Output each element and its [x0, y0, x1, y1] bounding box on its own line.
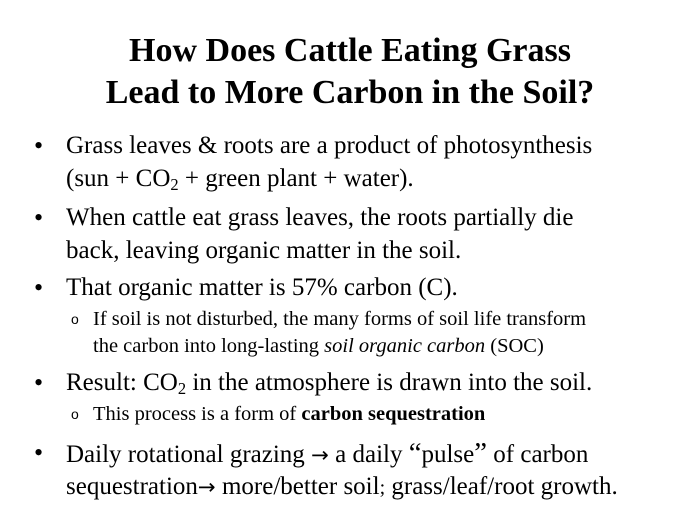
bullet-text-line: ($sun + CO_2$ + green plant + water).: [66, 165, 414, 195]
right-arrow-icon: →: [311, 443, 329, 468]
sub-bullet-glyph: o: [71, 311, 79, 327]
bullet-text-line: back, leaving organic matter in the soil.: [66, 237, 462, 264]
bullet-glyph: •: [34, 438, 44, 467]
bullet-text-line: Grass leaves & roots are a product of photosynthesis: [66, 132, 593, 159]
bullet-text-line: When cattle eat grass leaves, the roots partially die: [66, 204, 574, 231]
sub-bullet-text-line: If soil is not disturbed, the many forms of soil life transform: [93, 308, 587, 330]
bullet-glyph: •: [34, 273, 44, 302]
slide-title: [0, 30, 700, 114]
sub-bullet-glyph: o: [71, 406, 79, 422]
title-line-1: How Does Cattle Eating Grass: [129, 32, 571, 69]
right-arrow-icon: →: [197, 475, 216, 500]
bullet-text-line: Daily rotational grazing → a daily “pulse” of carbon: [66, 437, 589, 469]
bullet-text-line: sequestration→ more/better soil; grass/leaf/root growth.: [66, 473, 618, 500]
bullet-glyph: •: [34, 203, 44, 232]
bullet-text-line: That organic matter is 57% carbon (C).: [66, 274, 458, 301]
bullet-glyph: •: [34, 131, 44, 160]
bullet-glyph: •: [34, 368, 44, 397]
sub-bullet-text-line: the carbon into long-lasting soil organic carbon (SOC): [93, 335, 544, 357]
title-line-2: Lead to More Carbon in the Soil?: [105, 74, 595, 111]
bullet-text-line: Result: $CO_2$ in the atmosphere is drawn into the soil.: [66, 369, 593, 399]
sub-bullet-text-line: This process is a form of carbon sequestration: [93, 403, 486, 425]
